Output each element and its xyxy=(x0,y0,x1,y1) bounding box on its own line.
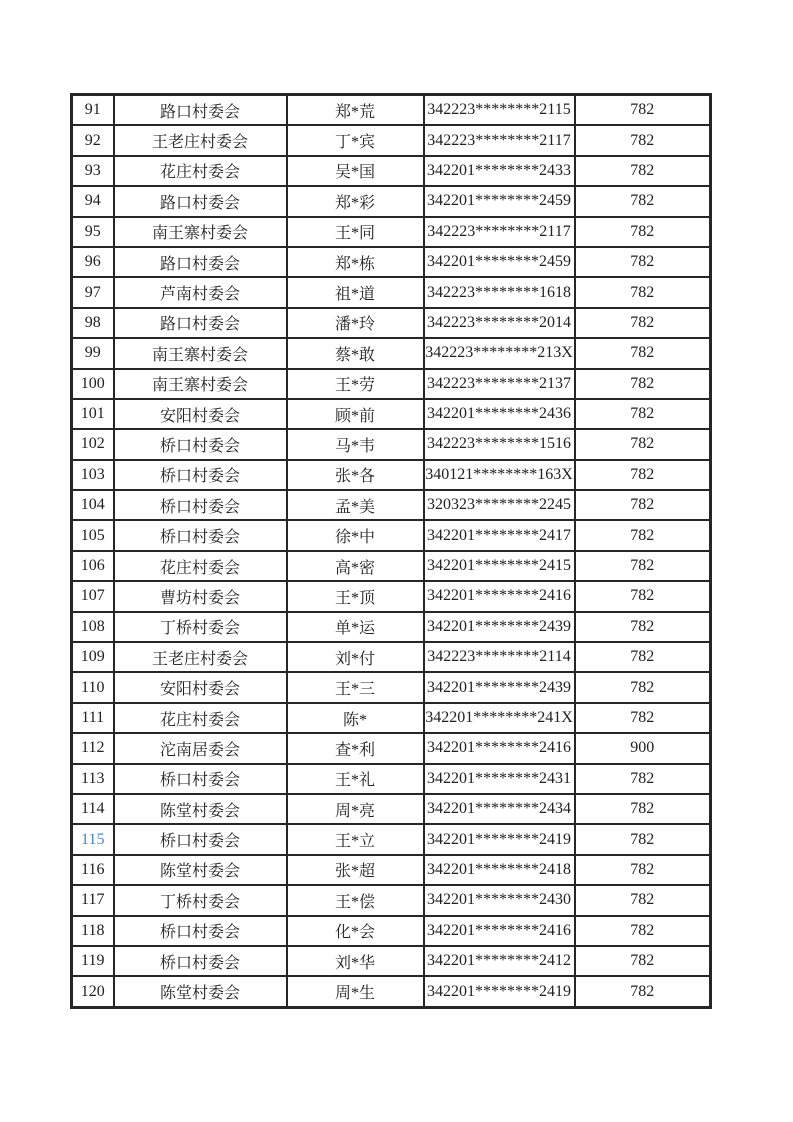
village-cell: 路口村委会 xyxy=(114,247,287,277)
village-cell: 南王寨村委会 xyxy=(114,369,287,399)
id-number-cell: 340121********163X xyxy=(424,460,575,490)
table-row xyxy=(72,95,711,126)
row-number-cell: 119 xyxy=(72,946,114,976)
village-cell: 陈堂村委会 xyxy=(114,976,287,1007)
table-row xyxy=(72,338,711,368)
table-row xyxy=(72,399,711,429)
table-row xyxy=(72,764,711,794)
table-row xyxy=(72,916,711,946)
table-row xyxy=(72,672,711,702)
amount-cell: 782 xyxy=(575,369,711,399)
amount-cell: 782 xyxy=(575,824,711,854)
table-row xyxy=(72,976,711,1007)
table-row xyxy=(72,885,711,915)
amount-cell: 782 xyxy=(575,125,711,155)
person-name-cell: 王*同 xyxy=(287,217,424,247)
id-number-cell: 342201********2434 xyxy=(424,794,575,824)
id-number-cell: 342201********241X xyxy=(424,703,575,733)
row-number-cell: 112 xyxy=(72,733,114,763)
row-number-cell: 96 xyxy=(72,247,114,277)
person-name-cell: 郑*栋 xyxy=(287,247,424,277)
id-number-cell: 342223********2014 xyxy=(424,308,575,338)
row-number-cell: 107 xyxy=(72,581,114,611)
person-name-cell: 徐*中 xyxy=(287,520,424,550)
person-name-cell: 高*密 xyxy=(287,551,424,581)
table-row xyxy=(72,429,711,459)
amount-cell: 782 xyxy=(575,703,711,733)
row-number-cell: 103 xyxy=(72,460,114,490)
table-row xyxy=(72,186,711,216)
id-number-cell: 342201********2419 xyxy=(424,824,575,854)
id-number-cell: 342223********2115 xyxy=(424,95,575,126)
person-name-cell: 蔡*敢 xyxy=(287,338,424,368)
id-number-cell: 342201********2419 xyxy=(424,976,575,1007)
village-cell: 花庄村委会 xyxy=(114,551,287,581)
table-row xyxy=(72,946,711,976)
table-row xyxy=(72,794,711,824)
row-number-cell: 109 xyxy=(72,642,114,672)
amount-cell: 782 xyxy=(575,855,711,885)
table-row xyxy=(72,703,711,733)
id-number-cell: 342201********2433 xyxy=(424,156,575,186)
id-number-cell: 342201********2459 xyxy=(424,186,575,216)
person-name-cell: 周*生 xyxy=(287,976,424,1007)
person-name-cell: 祖*道 xyxy=(287,277,424,307)
amount-cell: 782 xyxy=(575,277,711,307)
village-cell: 桥口村委会 xyxy=(114,490,287,520)
table-row xyxy=(72,490,711,520)
person-name-cell: 潘*玲 xyxy=(287,308,424,338)
amount-cell: 782 xyxy=(575,308,711,338)
person-name-cell: 周*亮 xyxy=(287,794,424,824)
village-cell: 丁桥村委会 xyxy=(114,612,287,642)
village-cell: 安阳村委会 xyxy=(114,399,287,429)
row-number-cell: 102 xyxy=(72,429,114,459)
table-row xyxy=(72,125,711,155)
village-cell: 桥口村委会 xyxy=(114,429,287,459)
row-number-cell: 104 xyxy=(72,490,114,520)
id-number-cell: 342201********2418 xyxy=(424,855,575,885)
id-number-cell: 342201********2436 xyxy=(424,399,575,429)
amount-cell: 782 xyxy=(575,156,711,186)
row-number-cell: 95 xyxy=(72,217,114,247)
id-number-cell: 342223********1618 xyxy=(424,277,575,307)
village-cell: 南王寨村委会 xyxy=(114,338,287,368)
village-cell: 桥口村委会 xyxy=(114,764,287,794)
person-name-cell: 郑*荒 xyxy=(287,95,424,126)
row-number-cell: 98 xyxy=(72,308,114,338)
table-row xyxy=(72,855,711,885)
amount-cell: 782 xyxy=(575,672,711,702)
id-number-cell: 342223********2114 xyxy=(424,642,575,672)
row-number-cell: 120 xyxy=(72,976,114,1007)
person-name-cell: 王*礼 xyxy=(287,764,424,794)
village-cell: 路口村委会 xyxy=(114,186,287,216)
person-name-cell: 郑*彩 xyxy=(287,186,424,216)
amount-cell: 782 xyxy=(575,642,711,672)
id-number-cell: 342223********2117 xyxy=(424,217,575,247)
person-name-cell: 张*超 xyxy=(287,855,424,885)
table-row xyxy=(72,733,711,763)
person-name-cell: 吴*国 xyxy=(287,156,424,186)
village-cell: 芦南村委会 xyxy=(114,277,287,307)
village-cell: 王老庄村委会 xyxy=(114,642,287,672)
table-row xyxy=(72,277,711,307)
amount-cell: 782 xyxy=(575,429,711,459)
person-name-cell: 顾*前 xyxy=(287,399,424,429)
table-row xyxy=(72,551,711,581)
id-number-cell: 342201********2430 xyxy=(424,885,575,915)
person-name-cell: 刘*付 xyxy=(287,642,424,672)
person-name-cell: 单*运 xyxy=(287,612,424,642)
amount-cell: 900 xyxy=(575,733,711,763)
table-row xyxy=(72,581,711,611)
village-cell: 南王寨村委会 xyxy=(114,217,287,247)
person-name-cell: 丁*宾 xyxy=(287,125,424,155)
person-name-cell: 王*顶 xyxy=(287,581,424,611)
person-name-cell: 孟*美 xyxy=(287,490,424,520)
village-cell: 陈堂村委会 xyxy=(114,794,287,824)
amount-cell: 782 xyxy=(575,95,711,126)
row-number-cell: 115 xyxy=(72,824,114,854)
row-number-cell: 97 xyxy=(72,277,114,307)
row-number-cell: 117 xyxy=(72,885,114,915)
person-name-cell: 查*利 xyxy=(287,733,424,763)
id-number-cell: 342201********2415 xyxy=(424,551,575,581)
amount-cell: 782 xyxy=(575,885,711,915)
person-name-cell: 王*偿 xyxy=(287,885,424,915)
amount-cell: 782 xyxy=(575,399,711,429)
person-name-cell: 马*韦 xyxy=(287,429,424,459)
village-cell: 花庄村委会 xyxy=(114,703,287,733)
row-number-cell: 110 xyxy=(72,672,114,702)
person-name-cell: 王*立 xyxy=(287,824,424,854)
table-row xyxy=(72,308,711,338)
table-row xyxy=(72,642,711,672)
row-number-cell: 91 xyxy=(72,95,114,126)
row-number-cell: 92 xyxy=(72,125,114,155)
id-number-cell: 342201********2417 xyxy=(424,520,575,550)
id-number-cell: 342201********2431 xyxy=(424,764,575,794)
row-number-cell: 93 xyxy=(72,156,114,186)
person-name-cell: 陈* xyxy=(287,703,424,733)
row-number-cell: 106 xyxy=(72,551,114,581)
village-cell: 桥口村委会 xyxy=(114,460,287,490)
id-number-cell: 342223********1516 xyxy=(424,429,575,459)
id-number-cell: 342223********2137 xyxy=(424,369,575,399)
village-cell: 桥口村委会 xyxy=(114,520,287,550)
amount-cell: 782 xyxy=(575,460,711,490)
village-cell: 桥口村委会 xyxy=(114,916,287,946)
table-row xyxy=(72,460,711,490)
village-cell: 桥口村委会 xyxy=(114,824,287,854)
row-number-cell: 114 xyxy=(72,794,114,824)
row-number-cell: 94 xyxy=(72,186,114,216)
amount-cell: 782 xyxy=(575,794,711,824)
person-name-cell: 王*劳 xyxy=(287,369,424,399)
amount-cell: 782 xyxy=(575,520,711,550)
table-row xyxy=(72,247,711,277)
village-cell: 花庄村委会 xyxy=(114,156,287,186)
table-row xyxy=(72,369,711,399)
amount-cell: 782 xyxy=(575,946,711,976)
beneficiary-table xyxy=(70,93,712,1009)
id-number-cell: 342223********213X xyxy=(424,338,575,368)
id-number-cell: 342223********2117 xyxy=(424,125,575,155)
village-cell: 丁桥村委会 xyxy=(114,885,287,915)
person-name-cell: 王*三 xyxy=(287,672,424,702)
village-cell: 路口村委会 xyxy=(114,95,287,126)
row-number-cell: 100 xyxy=(72,369,114,399)
row-number-cell: 111 xyxy=(72,703,114,733)
amount-cell: 782 xyxy=(575,186,711,216)
person-name-cell: 张*各 xyxy=(287,460,424,490)
person-name-cell: 化*会 xyxy=(287,916,424,946)
id-number-cell: 342201********2439 xyxy=(424,672,575,702)
row-number-cell: 113 xyxy=(72,764,114,794)
table-row xyxy=(72,156,711,186)
row-number-cell: 108 xyxy=(72,612,114,642)
village-cell: 安阳村委会 xyxy=(114,672,287,702)
id-number-cell: 342201********2412 xyxy=(424,946,575,976)
amount-cell: 782 xyxy=(575,247,711,277)
table-row xyxy=(72,612,711,642)
village-cell: 陈堂村委会 xyxy=(114,855,287,885)
row-number-cell: 116 xyxy=(72,855,114,885)
person-name-cell: 刘*华 xyxy=(287,946,424,976)
row-number-cell: 118 xyxy=(72,916,114,946)
table-row xyxy=(72,824,711,854)
row-number-cell: 99 xyxy=(72,338,114,368)
village-cell: 曹坊村委会 xyxy=(114,581,287,611)
amount-cell: 782 xyxy=(575,976,711,1007)
amount-cell: 782 xyxy=(575,217,711,247)
row-number-cell: 101 xyxy=(72,399,114,429)
id-number-cell: 320323********2245 xyxy=(424,490,575,520)
amount-cell: 782 xyxy=(575,916,711,946)
id-number-cell: 342201********2416 xyxy=(424,733,575,763)
amount-cell: 782 xyxy=(575,551,711,581)
village-cell: 沱南居委会 xyxy=(114,733,287,763)
amount-cell: 782 xyxy=(575,612,711,642)
id-number-cell: 342201********2416 xyxy=(424,916,575,946)
amount-cell: 782 xyxy=(575,764,711,794)
table-row xyxy=(72,520,711,550)
id-number-cell: 342201********2416 xyxy=(424,581,575,611)
table-row xyxy=(72,217,711,247)
village-cell: 桥口村委会 xyxy=(114,946,287,976)
village-cell: 路口村委会 xyxy=(114,308,287,338)
village-cell: 王老庄村委会 xyxy=(114,125,287,155)
row-number-cell: 105 xyxy=(72,520,114,550)
beneficiary-table-body xyxy=(72,95,711,1008)
amount-cell: 782 xyxy=(575,581,711,611)
amount-cell: 782 xyxy=(575,490,711,520)
id-number-cell: 342201********2459 xyxy=(424,247,575,277)
id-number-cell: 342201********2439 xyxy=(424,612,575,642)
amount-cell: 782 xyxy=(575,338,711,368)
